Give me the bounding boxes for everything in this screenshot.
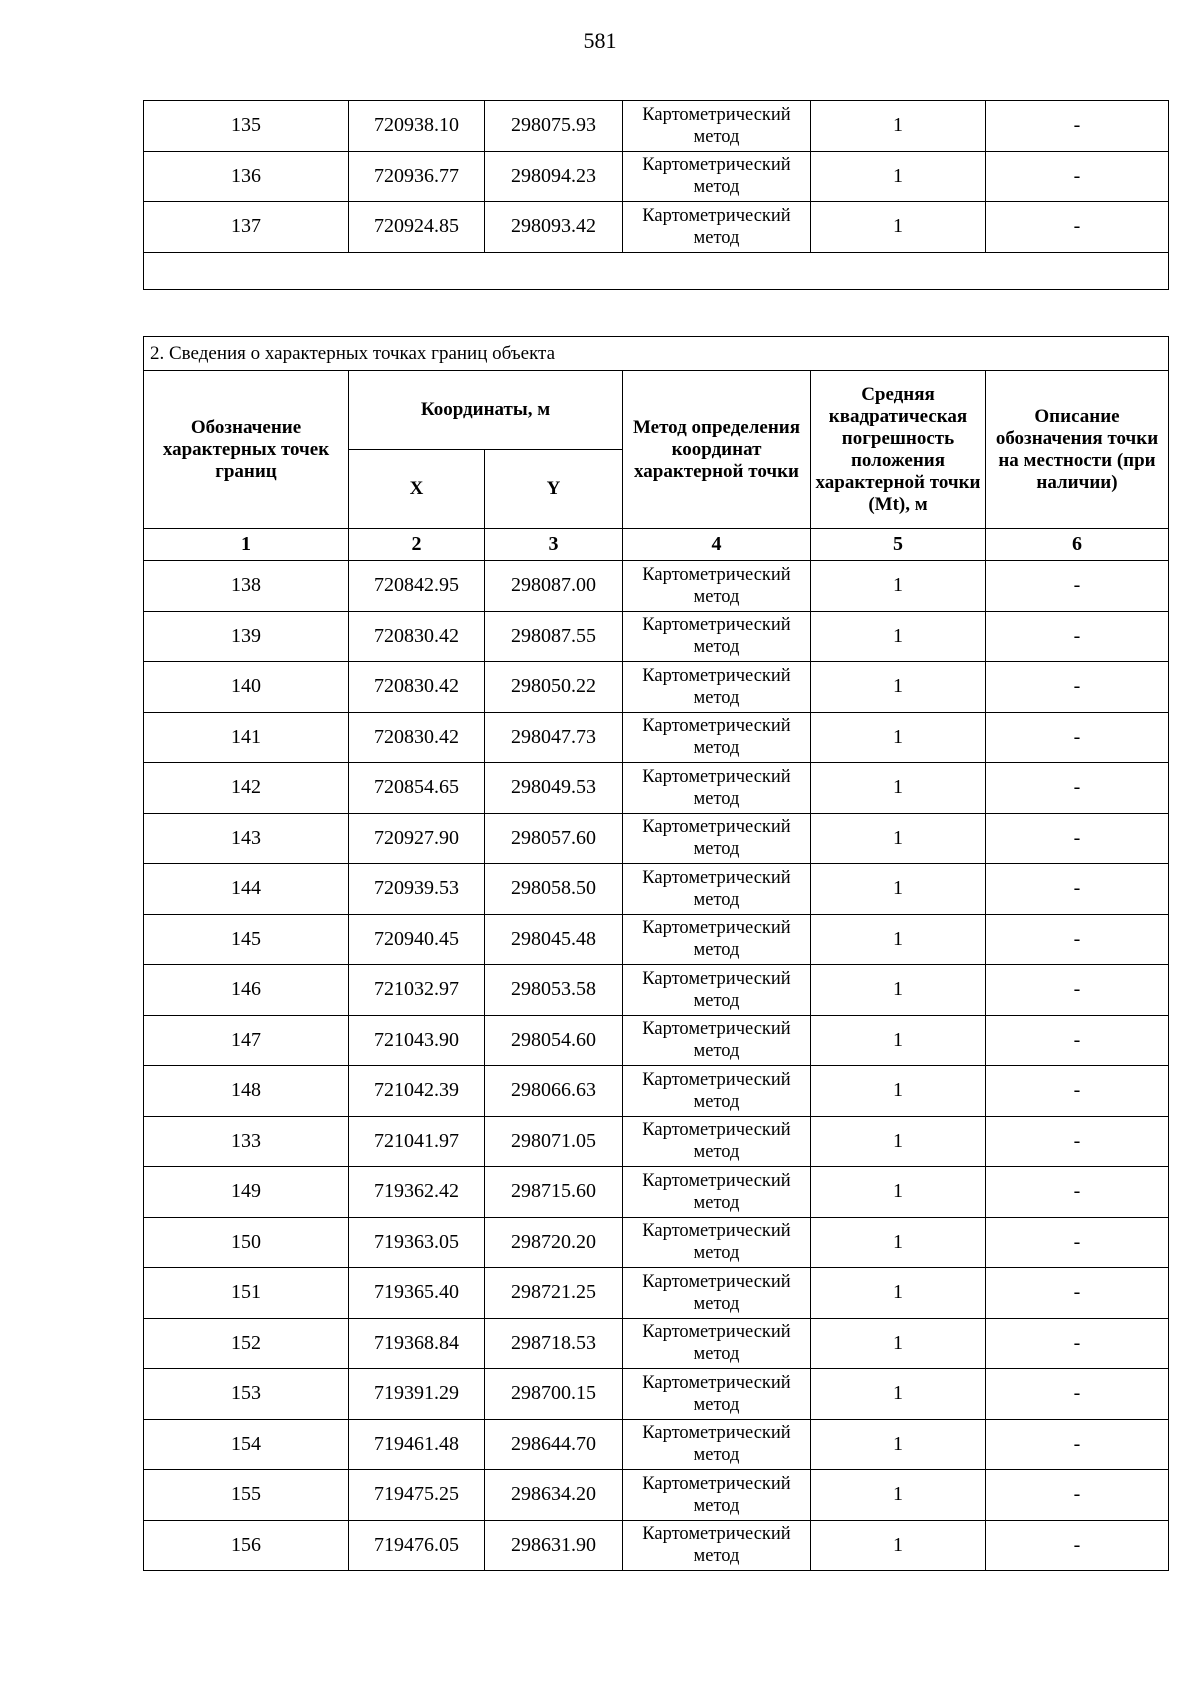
boundary-points-table-body: [144, 561, 1169, 1571]
method-line: Картометрический: [642, 1423, 791, 1444]
continuation-table: [143, 100, 1169, 290]
table-row: [144, 1520, 1169, 1571]
y-coordinate-cell: 298718.53: [485, 1318, 623, 1369]
description-cell: -: [986, 914, 1169, 965]
description-cell: -: [986, 1015, 1169, 1066]
y-coordinate-cell: 298047.73: [485, 712, 623, 763]
error-cell: 1: [811, 1015, 986, 1066]
error-cell: 1: [811, 864, 986, 915]
method-line: метод: [693, 1344, 740, 1365]
column-number: 5: [811, 529, 986, 561]
description-cell: -: [986, 1116, 1169, 1167]
page-number: 581: [583, 28, 617, 53]
table-row: [144, 151, 1169, 202]
x-coordinate-cell: 721041.97: [349, 1116, 485, 1167]
y-coordinate-cell: 298631.90: [485, 1520, 623, 1571]
method-line: Картометрический: [642, 1524, 791, 1545]
description-cell: -: [986, 712, 1169, 763]
header-y: Y: [485, 450, 623, 529]
description-cell: -: [986, 561, 1169, 612]
error-cell: 1: [811, 1217, 986, 1268]
x-coordinate-cell: 719476.05: [349, 1520, 485, 1571]
method-cell: [623, 763, 811, 814]
x-coordinate-cell: 720939.53: [349, 864, 485, 915]
description-cell: -: [986, 1066, 1169, 1117]
error-cell: 1: [811, 1268, 986, 1319]
table-row: [144, 1167, 1169, 1218]
method-cell: [623, 202, 811, 253]
point-cell: 141: [144, 712, 349, 763]
error-cell: 1: [811, 1318, 986, 1369]
description-cell: -: [986, 1217, 1169, 1268]
method-line: Картометрический: [642, 1120, 791, 1141]
point-cell: 146: [144, 965, 349, 1016]
method-cell: [623, 1116, 811, 1167]
method-line: Картометрический: [642, 716, 791, 737]
point-cell: 142: [144, 763, 349, 814]
point-cell: 153: [144, 1369, 349, 1420]
error-cell: 1: [811, 1066, 986, 1117]
method-line: метод: [693, 1546, 740, 1567]
method-line: метод: [693, 687, 740, 708]
method-line: метод: [693, 227, 740, 248]
y-coordinate-cell: 298644.70: [485, 1419, 623, 1470]
method-line: метод: [693, 788, 740, 809]
method-cell: [623, 1066, 811, 1117]
method-line: метод: [693, 738, 740, 759]
table-row: [144, 712, 1169, 763]
method-line: Картометрический: [642, 817, 791, 838]
method-line: метод: [693, 1091, 740, 1112]
x-coordinate-cell: 720940.45: [349, 914, 485, 965]
method-cell: [623, 914, 811, 965]
y-coordinate-cell: 298049.53: [485, 763, 623, 814]
method-line: Картометрический: [642, 615, 791, 636]
error-cell: 1: [811, 151, 986, 202]
point-cell: 154: [144, 1419, 349, 1470]
y-coordinate-cell: 298045.48: [485, 914, 623, 965]
point-cell: 145: [144, 914, 349, 965]
method-line: метод: [693, 586, 740, 607]
column-number: 6: [986, 529, 1169, 561]
method-cell: [623, 813, 811, 864]
y-coordinate-cell: 298087.00: [485, 561, 623, 612]
column-number: 3: [485, 529, 623, 561]
error-cell: 1: [811, 662, 986, 713]
error-cell: 1: [811, 1116, 986, 1167]
method-cell: [623, 1217, 811, 1268]
method-line: Картометрический: [642, 918, 791, 939]
description-cell: -: [986, 202, 1169, 253]
table-row: [144, 1470, 1169, 1521]
method-line: Картометрический: [642, 1069, 791, 1090]
y-coordinate-cell: 298634.20: [485, 1470, 623, 1521]
boundary-points-table: [143, 336, 1169, 1571]
x-coordinate-cell: 720936.77: [349, 151, 485, 202]
x-coordinate-cell: 719461.48: [349, 1419, 485, 1470]
method-cell: [623, 101, 811, 152]
x-coordinate-cell: 719362.42: [349, 1167, 485, 1218]
error-cell: 1: [811, 712, 986, 763]
method-line: метод: [693, 889, 740, 910]
point-cell: 152: [144, 1318, 349, 1369]
table-row: [144, 763, 1169, 814]
error-cell: 1: [811, 611, 986, 662]
description-cell: -: [986, 1167, 1169, 1218]
y-coordinate-cell: 298071.05: [485, 1116, 623, 1167]
method-line: метод: [693, 637, 740, 658]
y-coordinate-cell: 298093.42: [485, 202, 623, 253]
error-cell: 1: [811, 1520, 986, 1571]
x-coordinate-cell: 719365.40: [349, 1268, 485, 1319]
error-cell: 1: [811, 1167, 986, 1218]
y-coordinate-cell: 298057.60: [485, 813, 623, 864]
y-coordinate-cell: 298054.60: [485, 1015, 623, 1066]
x-coordinate-cell: 719475.25: [349, 1470, 485, 1521]
method-line: метод: [693, 1445, 740, 1466]
column-number: 4: [623, 529, 811, 561]
description-cell: -: [986, 1470, 1169, 1521]
method-line: метод: [693, 126, 740, 147]
error-cell: 1: [811, 813, 986, 864]
point-cell: 155: [144, 1470, 349, 1521]
method-line: Картометрический: [642, 104, 791, 125]
method-line: метод: [693, 1394, 740, 1415]
table-row: [144, 1268, 1169, 1319]
x-coordinate-cell: 719368.84: [349, 1318, 485, 1369]
method-line: метод: [693, 1192, 740, 1213]
description-cell: -: [986, 1419, 1169, 1470]
table-row: [144, 813, 1169, 864]
table-row: [144, 1015, 1169, 1066]
point-cell: 137: [144, 202, 349, 253]
x-coordinate-cell: 720927.90: [349, 813, 485, 864]
point-cell: 133: [144, 1116, 349, 1167]
table-row: [144, 561, 1169, 612]
description-cell: -: [986, 1268, 1169, 1319]
error-cell: 1: [811, 965, 986, 1016]
method-cell: [623, 662, 811, 713]
x-coordinate-cell: 719391.29: [349, 1369, 485, 1420]
method-cell: [623, 1015, 811, 1066]
error-cell: 1: [811, 202, 986, 253]
x-coordinate-cell: 721032.97: [349, 965, 485, 1016]
method-line: метод: [693, 1041, 740, 1062]
x-coordinate-cell: 721043.90: [349, 1015, 485, 1066]
method-line: метод: [693, 940, 740, 961]
column-number: 2: [349, 529, 485, 561]
method-line: метод: [693, 1495, 740, 1516]
method-cell: [623, 1470, 811, 1521]
x-coordinate-cell: 719363.05: [349, 1217, 485, 1268]
y-coordinate-cell: 298721.25: [485, 1268, 623, 1319]
description-cell: -: [986, 101, 1169, 152]
error-cell: 1: [811, 1419, 986, 1470]
method-line: Картометрический: [642, 155, 791, 176]
description-cell: -: [986, 1520, 1169, 1571]
table-row: [144, 1217, 1169, 1268]
table-row: [144, 965, 1169, 1016]
point-cell: 156: [144, 1520, 349, 1571]
point-cell: 151: [144, 1268, 349, 1319]
x-coordinate-cell: 720830.42: [349, 611, 485, 662]
method-line: Картометрический: [642, 205, 791, 226]
y-coordinate-cell: 298053.58: [485, 965, 623, 1016]
method-cell: [623, 1318, 811, 1369]
method-cell: [623, 712, 811, 763]
point-cell: 147: [144, 1015, 349, 1066]
y-coordinate-cell: 298066.63: [485, 1066, 623, 1117]
method-line: Картометрический: [642, 867, 791, 888]
error-cell: 1: [811, 1369, 986, 1420]
description-cell: -: [986, 965, 1169, 1016]
table-row: [144, 1318, 1169, 1369]
method-cell: [623, 1419, 811, 1470]
point-cell: 144: [144, 864, 349, 915]
table-row: [144, 101, 1169, 152]
x-coordinate-cell: 721042.39: [349, 1066, 485, 1117]
point-cell: 139: [144, 611, 349, 662]
section-title: 2. Сведения о характерных точках границ объекта: [144, 337, 1169, 371]
method-line: Картометрический: [642, 1019, 791, 1040]
method-line: Картометрический: [642, 1170, 791, 1191]
column-number: 1: [144, 529, 349, 561]
error-cell: 1: [811, 914, 986, 965]
method-line: Картометрический: [642, 1473, 791, 1494]
method-line: Картометрический: [642, 1271, 791, 1292]
y-coordinate-cell: 298087.55: [485, 611, 623, 662]
x-coordinate-cell: 720924.85: [349, 202, 485, 253]
x-coordinate-cell: 720830.42: [349, 662, 485, 713]
description-cell: -: [986, 662, 1169, 713]
x-coordinate-cell: 720938.10: [349, 101, 485, 152]
table-row: [144, 1369, 1169, 1420]
header-point-designation: Обозначение характерных точек границ: [144, 371, 349, 529]
method-cell: [623, 611, 811, 662]
method-cell: [623, 151, 811, 202]
description-cell: -: [986, 864, 1169, 915]
table-row: [144, 914, 1169, 965]
method-cell: [623, 1268, 811, 1319]
point-cell: 135: [144, 101, 349, 152]
y-coordinate-cell: 298700.15: [485, 1369, 623, 1420]
method-cell: [623, 1167, 811, 1218]
description-cell: -: [986, 1318, 1169, 1369]
description-cell: -: [986, 813, 1169, 864]
header-description: Описание обозначения точки на местности (при наличии): [986, 371, 1169, 529]
method-line: Картометрический: [642, 564, 791, 585]
description-cell: -: [986, 1369, 1169, 1420]
header-coordinates: Координаты, м: [349, 371, 623, 450]
y-coordinate-cell: 298715.60: [485, 1167, 623, 1218]
table-row: [144, 1066, 1169, 1117]
method-line: метод: [693, 990, 740, 1011]
error-cell: 1: [811, 101, 986, 152]
method-cell: [623, 1520, 811, 1571]
description-cell: -: [986, 151, 1169, 202]
x-coordinate-cell: 720830.42: [349, 712, 485, 763]
method-cell: [623, 1369, 811, 1420]
method-line: Картометрический: [642, 665, 791, 686]
error-cell: 1: [811, 561, 986, 612]
blank-row: [144, 252, 1169, 289]
point-cell: 140: [144, 662, 349, 713]
point-cell: 136: [144, 151, 349, 202]
method-cell: [623, 965, 811, 1016]
y-coordinate-cell: 298720.20: [485, 1217, 623, 1268]
table-row: [144, 1116, 1169, 1167]
x-coordinate-cell: 720842.95: [349, 561, 485, 612]
point-cell: 149: [144, 1167, 349, 1218]
x-coordinate-cell: 720854.65: [349, 763, 485, 814]
error-cell: 1: [811, 1470, 986, 1521]
method-line: метод: [693, 839, 740, 860]
point-cell: 138: [144, 561, 349, 612]
table-row: [144, 662, 1169, 713]
method-cell: [623, 561, 811, 612]
point-cell: 150: [144, 1217, 349, 1268]
description-cell: -: [986, 611, 1169, 662]
blank-cell: [144, 252, 1169, 289]
point-cell: 143: [144, 813, 349, 864]
point-cell: 148: [144, 1066, 349, 1117]
header-method: Метод определения координат характерной точки: [623, 371, 811, 529]
header-error: Средняя квадратическая погрешность положения характерной точки (Mt), м: [811, 371, 986, 529]
continuation-table-body: [144, 101, 1169, 290]
y-coordinate-cell: 298094.23: [485, 151, 623, 202]
method-line: Картометрический: [642, 968, 791, 989]
description-cell: -: [986, 763, 1169, 814]
table-row: [144, 611, 1169, 662]
table-row: [144, 864, 1169, 915]
method-cell: [623, 864, 811, 915]
method-line: Картометрический: [642, 1372, 791, 1393]
y-coordinate-cell: 298050.22: [485, 662, 623, 713]
method-line: метод: [693, 177, 740, 198]
y-coordinate-cell: 298058.50: [485, 864, 623, 915]
error-cell: 1: [811, 763, 986, 814]
method-line: метод: [693, 1243, 740, 1264]
header-x: X: [349, 450, 485, 529]
method-line: Картометрический: [642, 1322, 791, 1343]
y-coordinate-cell: 298075.93: [485, 101, 623, 152]
table-row: [144, 202, 1169, 253]
method-line: метод: [693, 1142, 740, 1163]
method-line: метод: [693, 1293, 740, 1314]
method-line: Картометрический: [642, 1221, 791, 1242]
method-line: Картометрический: [642, 766, 791, 787]
table-row: [144, 1419, 1169, 1470]
